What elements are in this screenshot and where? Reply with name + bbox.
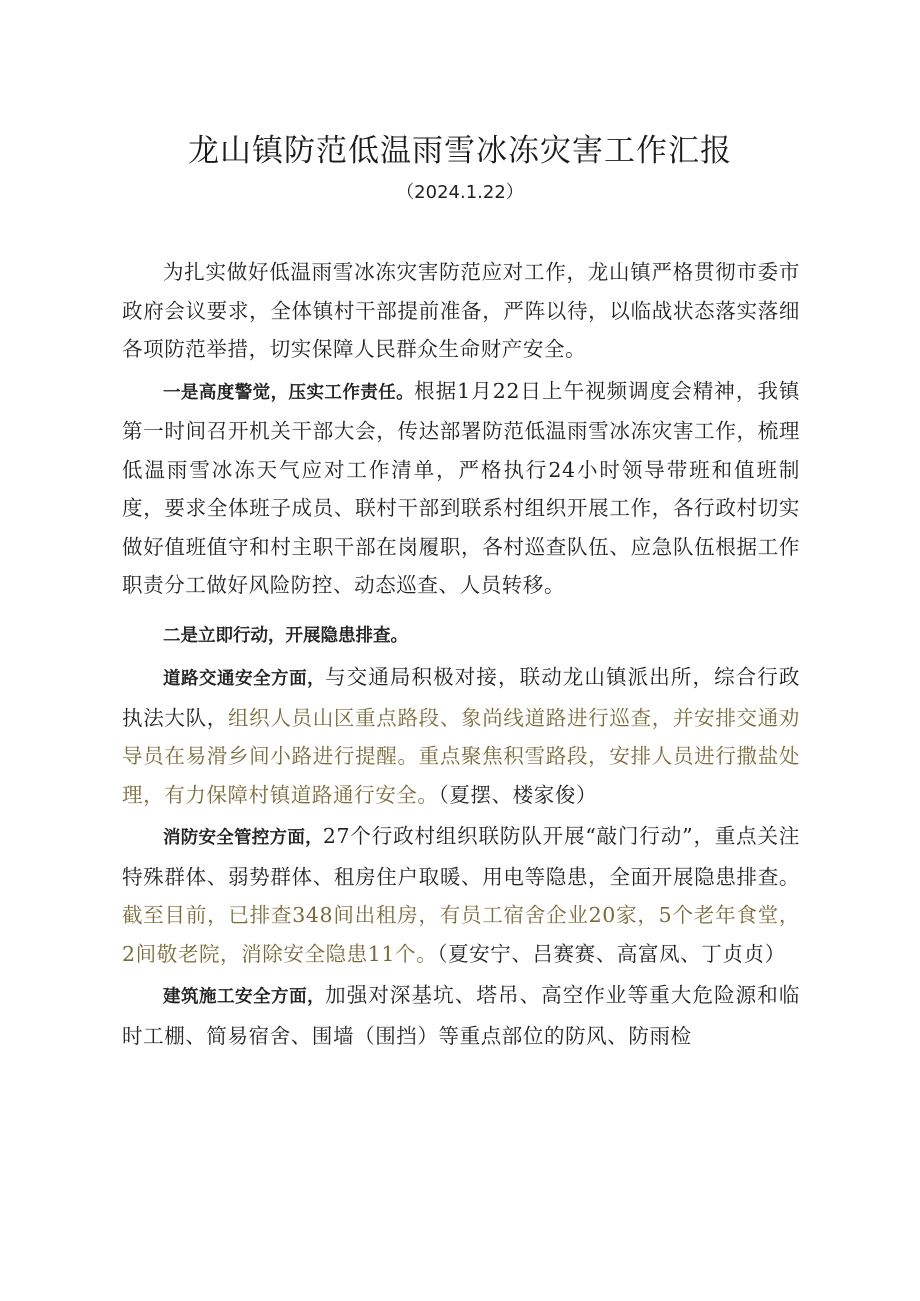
- paragraph-heading: 二是立即行动，开展隐患排查。: [163, 625, 408, 646]
- document-date: （2024.1.22）: [396, 182, 524, 203]
- responsible-persons: （夏安宁、吕赛赛、高富凤、丁贞贞）: [437, 941, 786, 966]
- paragraph-responsibility: [122, 372, 800, 605]
- paragraph-text: 根据1月22日上午视频调度会精神，我镇第一时间召开机关干部大会，传达部署防范低温雨雪冰冻灾害工作，梳理低温雨雪冰冻天气应对工作清单，严格执行24小时领导带班和值班制度，要求全体班子成员、联村干部到联系村组织开展工作，各行政村切实做好值班值守和村主职干部在岗履职，各村巡查队伍、应急队伍根据工作职责分工做好风险防控、动态巡查、人员转移。: [122, 378, 801, 597]
- document-body: [122, 253, 800, 1058]
- paragraph-fire-safety: [122, 817, 800, 973]
- document-title: 龙山镇防范低温雨雪冰冻灾害工作汇报: [188, 133, 732, 169]
- responsible-persons: （夏摆、楼家俊）: [438, 782, 598, 807]
- paragraph-text: 与交通局积极对接，联动龙山镇派出所，综合行政执法大队，: [122, 665, 801, 730]
- paragraph-heading: 建筑施工安全方面，: [163, 987, 326, 1007]
- paragraph-hazard-check: [122, 615, 800, 656]
- paragraph-heading: 道路交通安全方面，: [163, 669, 326, 689]
- paragraph-heading: 消防安全管控方面，: [163, 828, 323, 848]
- highlighted-text: 组织人员山区重点路段、象尚线道路进行巡查，并安排交通劝导员在易滑乡间小路进行提醒。重点聚焦积雪路段，安排人员进行撒盐处理，有力保障村镇道路通行安全。: [122, 705, 800, 807]
- paragraph-text: 27个行政村组织联防队开展“敲门行动”，重点关注特殊群体、弱势群体、租房住户取暖、用电等隐患，全面开展隐患排查。: [122, 824, 800, 889]
- paragraph-text: 加强对深基坑、塔吊、高空作业等重大危险源和临时工棚、简易宿舍、围墙（围挡）等重点部位的防风、防雨检: [122, 983, 801, 1048]
- intro-paragraph: 为扎实做好低温雨雪冰冻灾害防范应对工作，龙山镇严格贯彻市委市政府会议要求，全体镇村干部提前准备，严阵以待，以临战状态落实落细各项防范举措，切实保障人民群众生命财产安全。: [122, 260, 800, 361]
- paragraph-heading: 一是高度警觉，压实工作责任。: [163, 382, 415, 403]
- highlighted-text: 截至目前，已排查348间出租房，有员工宿舍企业20家，5个老年食堂，2间敬老院，消除安全隐患11个。: [122, 903, 800, 966]
- paragraph-road-safety: [122, 658, 800, 814]
- paragraph-construction-safety: [122, 976, 800, 1055]
